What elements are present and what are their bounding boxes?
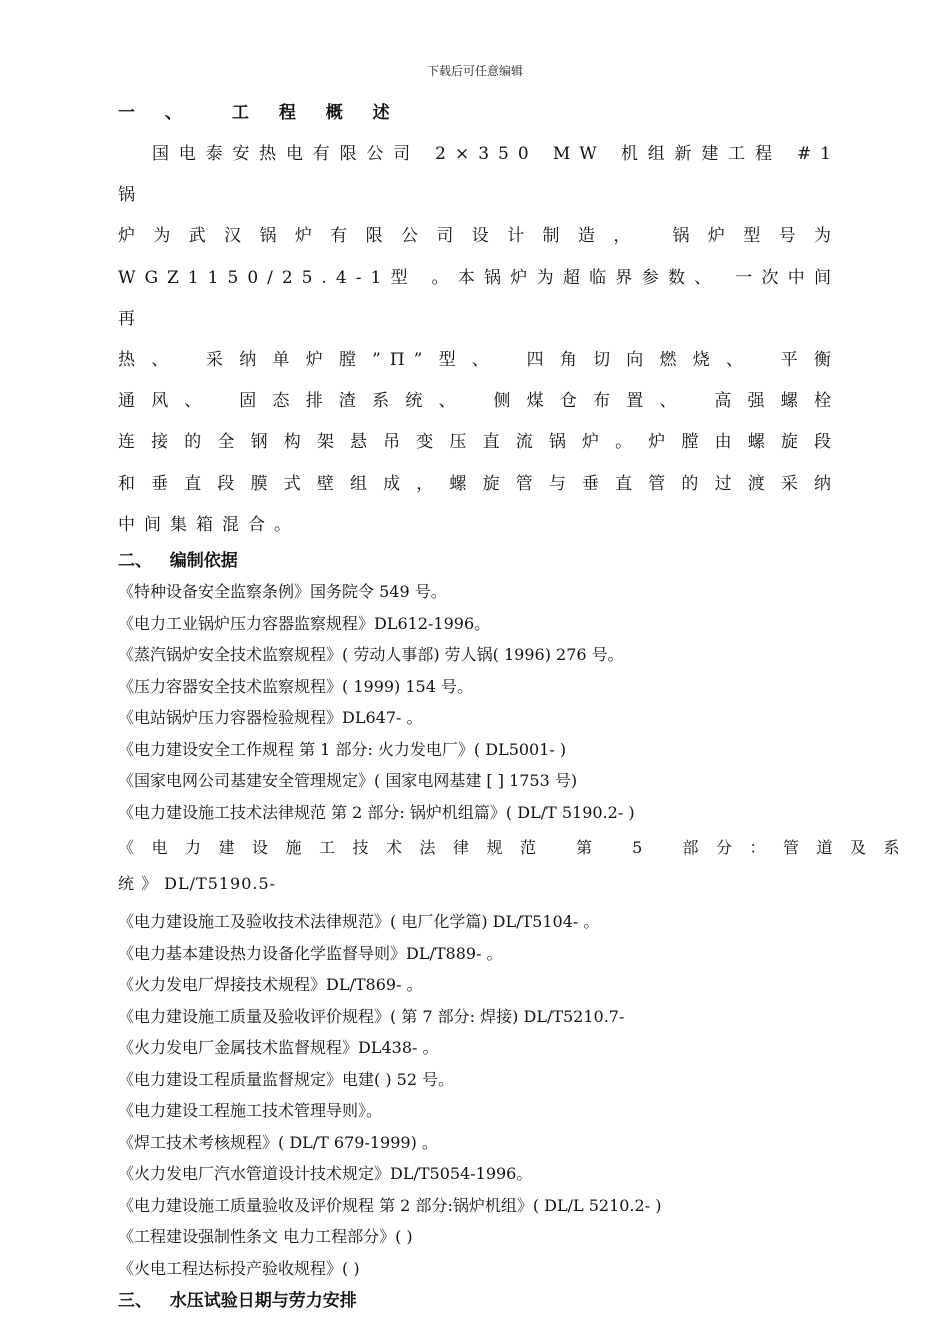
- reference-item: 《电力建设施工及验收技术法律规范》( 电厂化学篇) DL/T5104- 。: [118, 912, 600, 932]
- reference-item: 《焊工技术考核规程》( DL/T 679-1999) 。: [118, 1132, 438, 1152]
- reference-item: 《电力工业锅炉压力容器监察规程》DL612-1996。: [118, 613, 491, 633]
- reference-item: 《电站锅炉压力容器检验规程》DL647- 。: [118, 708, 423, 728]
- reference-item: 《国家电网公司基建安全管理规定》( 国家电网基建 [ ] 1753 号): [118, 771, 578, 791]
- reference-item-continuation: 统 》 DL/T5190.5-: [118, 874, 277, 894]
- overview-line: 连接的全钢构架悬吊变压直流锅炉。炉膛由螺旋段: [118, 432, 840, 453]
- overview-line: 炉为武汉锅炉有限公司设计制造， 锅炉型号为: [118, 226, 840, 247]
- reference-item: 《工程建设强制性条文 电力工程部分》( ): [118, 1227, 413, 1247]
- reference-item: 《压力容器安全技术监察规程》( 1999) 154 号。: [118, 676, 474, 696]
- section-heading-schedule: [118, 1286, 840, 1316]
- reference-item: 《火力发电厂汽水管道设计技术规定》DL/T5054-1996。: [118, 1164, 533, 1184]
- section-title: 水压试验日期与劳力安排: [169, 1291, 357, 1312]
- reference-item: 《电力建设安全工作规程 第 1 部分: 火力发电厂》( DL5001- ): [118, 739, 567, 759]
- overview-line: 热、 采纳单炉膛”Π”型、 四角切向燃烧、 平衡: [118, 350, 840, 371]
- section-number: 一 、: [118, 103, 194, 123]
- overview-line: 国电泰安热电有限公司 2×350 MW 机组新建工程 #1 锅: [118, 144, 840, 206]
- reference-item: 《火电工程达标投产验收规程》( ): [118, 1258, 360, 1278]
- page-header-note: 下载后可任意编辑: [426, 64, 523, 78]
- overview-paragraph: [118, 134, 840, 546]
- reference-item: 《特种设备安全监察条例》国务院令 549 号。: [118, 582, 447, 602]
- overview-line: 通风、 固态排渣系统、 侧煤仓布置、 高强螺栓: [118, 391, 840, 412]
- reference-item: 《蒸汽锅炉安全技术监察规程》( 劳动人事部) 劳人锅( 1996) 276 号。: [118, 645, 624, 665]
- reference-item: 《火力发电厂金属技术监督规程》DL438- 。: [118, 1038, 439, 1058]
- section-heading-basis: [118, 546, 840, 576]
- section-heading-overview: [118, 98, 840, 128]
- overview-line: 中间集箱混合。: [118, 514, 300, 535]
- section-number: 二、: [118, 551, 152, 572]
- document-body: [118, 98, 917, 1316]
- reference-list: [118, 576, 917, 1284]
- reference-item: 《电力建设工程质量监督规定》电建( ) 52 号。: [118, 1069, 455, 1089]
- section-title: 编制依据: [169, 551, 238, 572]
- section-number: 三、: [118, 1291, 152, 1312]
- reference-item: 《电力建设工程施工技术管理导则》。: [118, 1101, 383, 1121]
- reference-item: 《电力基本建设热力设备化学监督导则》DL/T889- 。: [118, 943, 503, 963]
- reference-item: 《电力建设施工技术法律规范 第 5 部分：管道及系: [118, 838, 917, 858]
- section-title: 工 程 概 述: [231, 103, 402, 123]
- overview-line: 和垂直段膜式壁组成，螺旋管与垂直管的过渡采纳: [118, 473, 840, 494]
- reference-item: 《电力建设施工质量及验收评价规程》( 第 7 部分: 焊接) DL/T5210.7-: [118, 1006, 625, 1026]
- overview-line: WGZ1150/25.4-1型 。本锅炉为超临界参数、 一次中间再: [118, 267, 840, 329]
- reference-item: 《电力建设施工技术法律规范 第 2 部分: 锅炉机组篇》( DL/T 5190.2- ): [118, 802, 635, 822]
- reference-item: 《火力发电厂焊接技术规程》DL/T869- 。: [118, 975, 423, 995]
- reference-item: 《电力建设施工质量验收及评价规程 第 2 部分:锅炉机组》( DL/L 5210.2- ): [118, 1195, 662, 1215]
